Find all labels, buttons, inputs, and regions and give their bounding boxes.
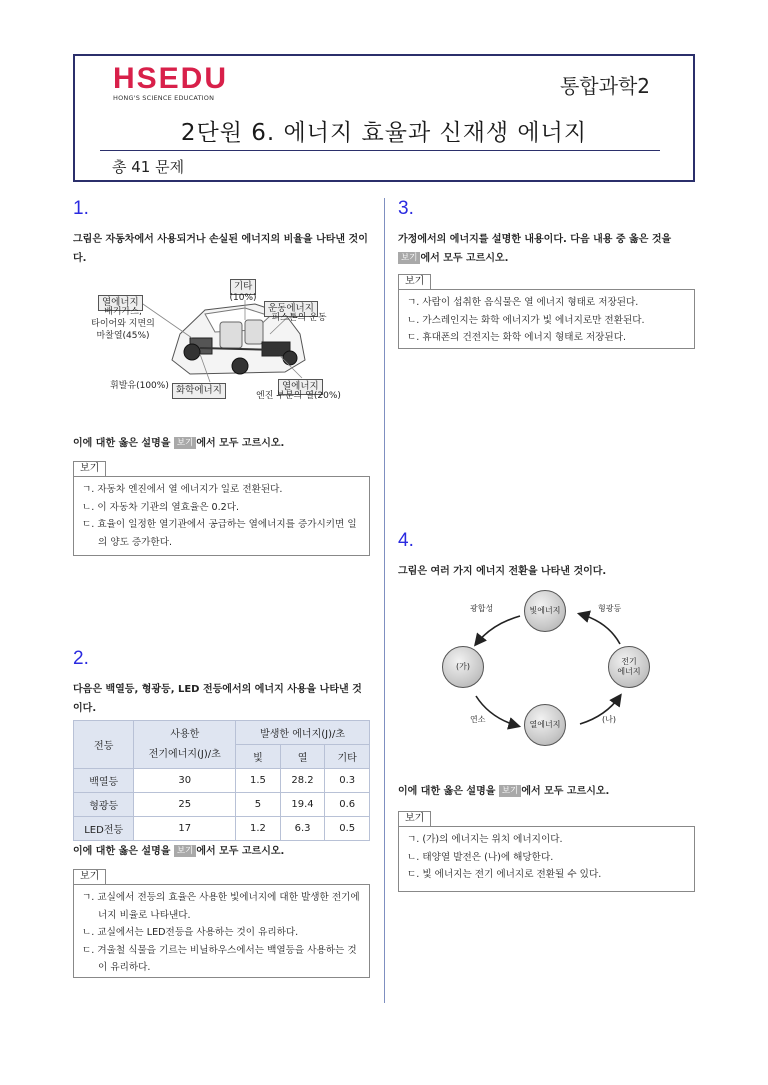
cell-other: 0.5 — [325, 817, 370, 841]
other-energy-pct: (10%) — [229, 293, 257, 303]
question-3-text — [398, 230, 696, 268]
bogi-item: ㄱ. 사람이 섭취한 음식물은 열 에너지 형태로 저장된다. — [407, 297, 639, 308]
logo-text: HSEDU — [113, 62, 229, 95]
question-1-prompt — [73, 434, 284, 453]
cell-light: 1.5 — [236, 769, 281, 793]
cell-used: 30 — [134, 769, 236, 793]
fluorescent-label: 형광등 — [598, 604, 622, 613]
chemical-energy-box: 화학에너지 — [172, 383, 226, 399]
question-4-text: 그림은 여러 가지 에너지 전환을 나타낸 것이다. — [398, 566, 607, 577]
kinetic-energy-desc: 피스톤의 운동 — [271, 313, 327, 323]
header-heat: 열 — [280, 745, 325, 769]
engine-heat-desc: 엔진 부분의 열(20%) — [256, 391, 341, 401]
cell-name: 형광등 — [74, 793, 134, 817]
light-energy-node: 빛에너지 — [524, 590, 566, 632]
header-used-energy: 사용한 전기에너지(J)/초 — [134, 721, 236, 769]
combustion-label: 연소 — [470, 715, 486, 724]
bogi-item: ㄱ. (가)의 에너지는 위치 에너지이다. — [407, 834, 563, 845]
prompt-post: 에서 모두 고르시오. — [196, 438, 285, 449]
cell-heat: 19.4 — [280, 793, 325, 817]
energy-cycle-diagram — [430, 586, 660, 746]
photosynthesis-label: 광합성 — [470, 604, 494, 613]
cell-other: 0.6 — [325, 793, 370, 817]
bogi-label: 보기 — [73, 869, 106, 884]
bogi-item: ㄷ. 겨울철 식물을 기르는 비닐하우스에서는 백열등을 사용하는 것이 유리하다. — [82, 944, 357, 973]
table-row — [74, 793, 370, 817]
cell-used: 17 — [134, 817, 236, 841]
q2-bogi-box — [73, 884, 370, 978]
cell-name: LED전등 — [74, 817, 134, 841]
energy-table — [73, 720, 370, 841]
bogi-item: ㄷ. 효율이 일정한 열기관에서 공급하는 열에너지를 증가시키면 일의 양도 증가한다. — [82, 519, 357, 548]
question-2-number: 2. — [73, 648, 89, 669]
question-4-number: 4. — [398, 530, 414, 551]
question-4-prompt — [398, 782, 609, 801]
q3-bogi-box — [398, 289, 695, 349]
gasoline-label: 휘발유(100%) — [110, 381, 169, 391]
cell-heat: 6.3 — [280, 817, 325, 841]
q4-bogi-box — [398, 826, 695, 892]
header-other: 기타 — [325, 745, 370, 769]
question-3-number: 3. — [398, 198, 414, 219]
table-row — [74, 769, 370, 793]
bogi-tag: 보기 — [174, 845, 196, 857]
bogi-tag: 보기 — [499, 785, 521, 797]
ga-node: (가) — [442, 646, 484, 688]
bogi-item: ㄷ. 휴대폰의 건전지는 화학 에너지 형태로 저장된다. — [407, 332, 627, 343]
title-divider — [100, 150, 660, 151]
logo — [113, 64, 228, 102]
cell-light: 1.2 — [236, 817, 281, 841]
chemical-box-wrap — [172, 378, 226, 399]
prompt-pre: 가정에서의 에너지를 설명한 내용이다. 다음 내용 중 옳은 것을 — [398, 234, 672, 245]
prompt-post: 에서 모두 고르시오. — [420, 253, 509, 264]
bogi-label: 보기 — [73, 461, 106, 476]
bogi-item: ㄴ. 이 자동차 기관의 열효율은 0.2다. — [82, 501, 240, 513]
table-row — [74, 817, 370, 841]
page-title: 2단원 6. 에너지 효율과 신재생 에너지 — [180, 120, 588, 146]
electric-energy-node: 전기 에너지 — [608, 646, 650, 688]
prompt-pre: 이에 대한 옳은 설명을 — [398, 786, 496, 797]
cell-other: 0.3 — [325, 769, 370, 793]
bogi-item: ㄷ. 빛 에너지는 전기 에너지로 전환될 수 있다. — [407, 869, 602, 880]
bogi-label: 보기 — [398, 274, 431, 289]
bogi-item: ㄴ. 태양열 발전은 (나)에 해당한다. — [407, 851, 554, 863]
heat-energy-desc: 배기가스, 타이어와 지면의 마찰열(45%) — [91, 307, 155, 341]
question-1-number: 1. — [73, 198, 89, 219]
cell-heat: 28.2 — [280, 769, 325, 793]
bogi-tag: 보기 — [398, 252, 420, 264]
bogi-item: ㄱ. 자동차 엔진에서 열 에너지가 일로 전환된다. — [82, 484, 283, 495]
bogi-item: ㄴ. 가스레인지는 화학 에너지가 빛 에너지로만 전환된다. — [407, 314, 645, 326]
prompt-pre: 이에 대한 옳은 설명을 — [73, 846, 171, 857]
engine-heat-energy-box: 열에너지 — [278, 379, 323, 395]
heat-energy-node: 열에너지 — [524, 704, 566, 746]
bogi-item: ㄱ. 교실에서 전등의 효율은 사용한 빛에너지에 대한 발생한 전기에너지 비율로 나타낸다. — [82, 892, 360, 921]
cell-light: 5 — [236, 793, 281, 817]
prompt-pre: 이에 대한 옳은 설명을 — [73, 438, 171, 449]
header-light: 빛 — [236, 745, 281, 769]
other-energy-box: 기타 — [230, 279, 256, 295]
car-energy-figure — [80, 272, 370, 412]
prompt-post: 에서 모두 고르시오. — [521, 786, 610, 797]
subject-label: 통합과학2 — [559, 74, 650, 98]
prompt-post: 에서 모두 고르시오. — [196, 846, 285, 857]
question-2-prompt — [73, 842, 284, 861]
bogi-label: 보기 — [398, 811, 431, 826]
column-divider — [384, 198, 385, 1003]
kinetic-energy-box: 운동에너지 — [264, 301, 318, 317]
question-1-text: 그림은 자동차에서 사용되거나 손실된 에너지의 비율을 나타낸 것이다. — [73, 234, 368, 264]
question-2-text: 다음은 백열등, 형광등, LED 전등에서의 에너지 사용을 나타낸 것이다. — [73, 684, 362, 714]
cell-used: 25 — [134, 793, 236, 817]
q1-bogi-box — [73, 476, 370, 556]
na-label: (나) — [602, 715, 616, 724]
heat-energy-box: 열에너지 — [98, 295, 143, 311]
question-count: 총 41 문제 — [112, 158, 185, 176]
logo-subtitle: HONG'S SCIENCE EDUCATION — [113, 94, 215, 102]
bogi-item: ㄴ. 교실에서는 LED전등을 사용하는 것이 유리하다. — [82, 927, 299, 938]
header-lamp: 전등 — [74, 721, 134, 769]
header-generated-energy: 발생한 에너지(J)/초 — [236, 721, 370, 745]
cell-name: 백열등 — [74, 769, 134, 793]
bogi-tag: 보기 — [174, 437, 196, 449]
